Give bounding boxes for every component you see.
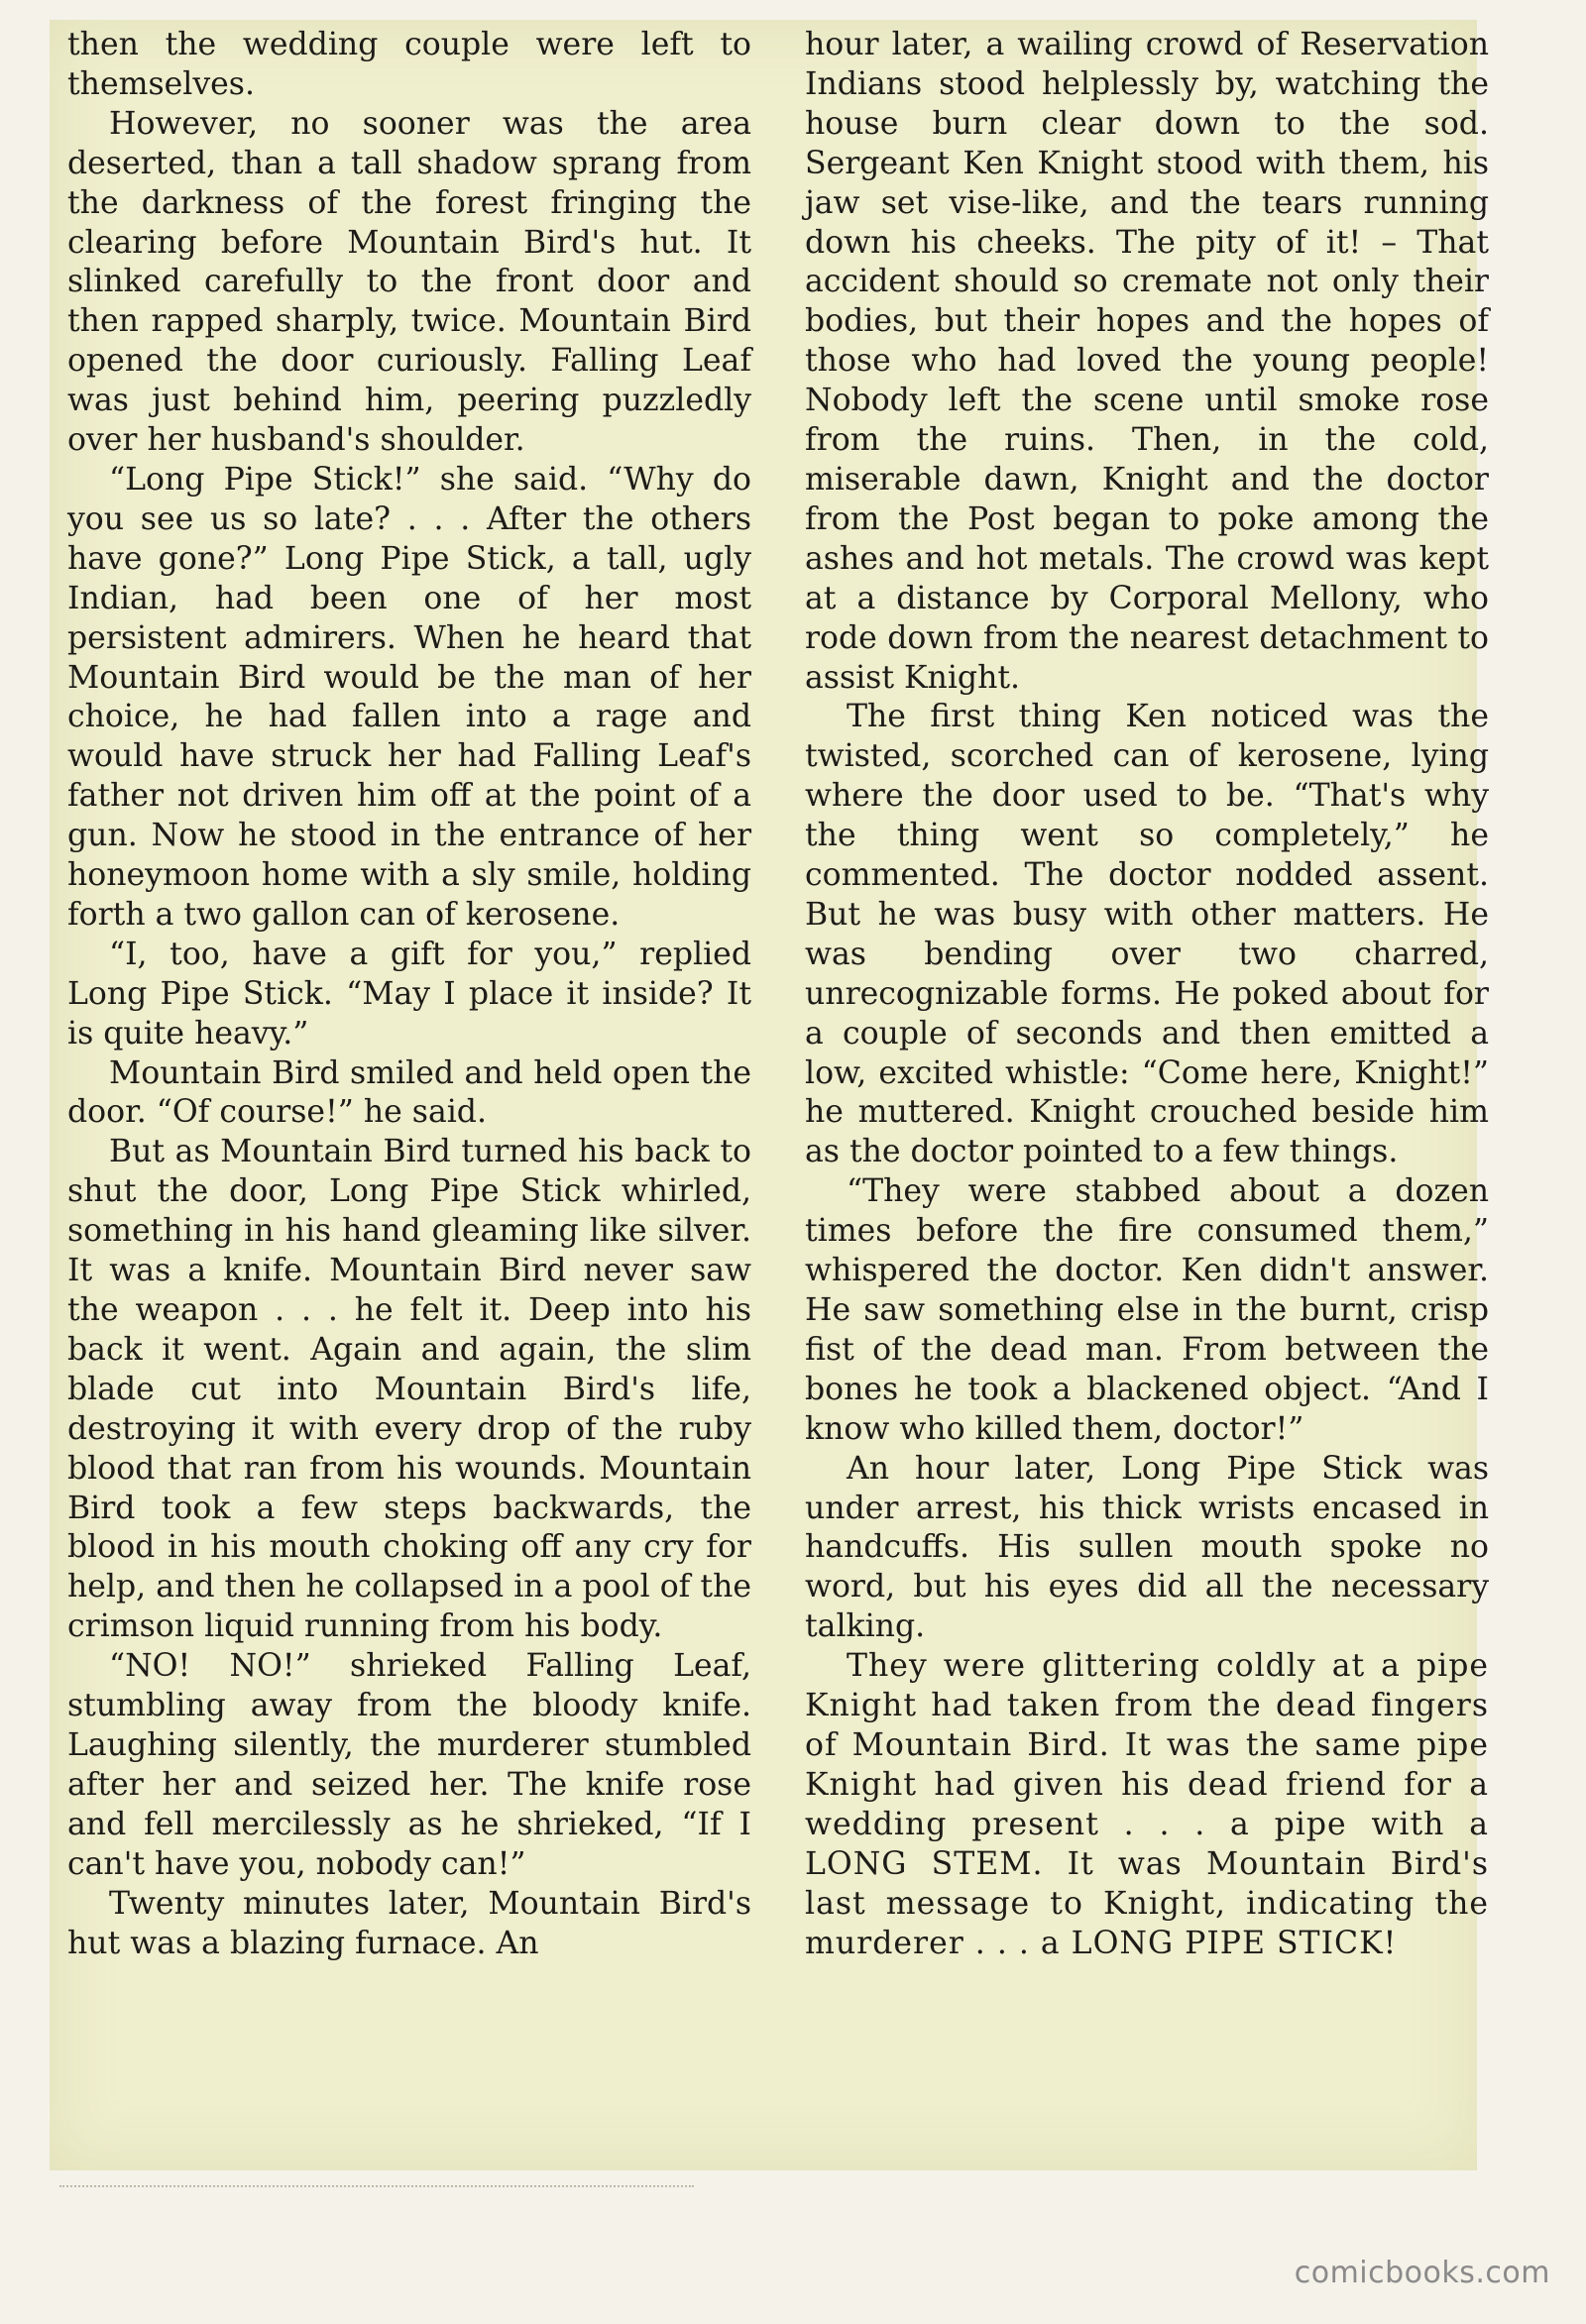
paragraph: “NO! NO!” shrieked Falling Leaf, stumbling away from the bloody knife. Laughing silently, the murderer stumbled after her and seized her. The knife rose and fell mercilessly as he shrieked, “If I can't have you, nobody can!” (67, 1648, 751, 1882)
story-column-right (805, 26, 1489, 1963)
paragraph: The first thing Ken noticed was the twisted, scorched can of kerosene, lying where the door used to be. “That's why the thing went so completely,” he commented. The doctor nodded assent. But he was busy with other matters. He was bending over two charred, unrecognizable forms. He poked about for a couple of seconds and then emitted a low, excited whistle: “Come here, Knight!” he muttered. Knight crouched beside him as the doctor pointed to a few things. (805, 699, 1489, 1170)
paragraph: An hour later, Long Pipe Stick was under arrest, his thick wrists encased in handcuffs. His sullen mouth spoke no word, but his eyes did all the necessary talking. (805, 1450, 1489, 1645)
paragraph: But as Mountain Bird turned his back to shut the door, Long Pipe Stick whirled, something in his hand gleaming like silver. It was a knife. Mountain Bird never saw the weapon . . . he felt it. Deep into his back it went. Again and again, the slim blade cut into Mountain Bird's life, destroying it with every drop of the ruby blood that ran from his wounds. Mountain Bird took a few steps backwards, the blood in his mouth choking off any cry for help, and then he collapsed in a pool of the crimson liquid running from his body. (67, 1134, 751, 1645)
paragraph: However, no sooner was the area deserted, than a tall shadow sprang from the darkness of the forest fringing the clearing before Mountain Bird's hut. It slinked carefully to the front door and then rapped sharply, twice. Mountain Bird opened the door curiously. Falling Leaf was just behind him, peering puzzledly over her husband's shoulder. (67, 105, 751, 459)
dotted-divider (59, 2185, 694, 2189)
paragraph: hour later, a wailing crowd of Reservation Indians stood helplessly by, watching the house burn clear down to the sod. Sergeant Ken Knight stood with them, his jaw set vise-like, and the tears running down his cheeks. The pity of it! – That accident should so cremate not only their bodies, but their hopes and the hopes of those who had loved the young people! Nobody left the scene until smoke rose from the ruins. Then, in the cold, miserable dawn, Knight and the doctor from the Post began to poke among the ashes and hot metals. The crowd was kept at a distance by Corporal Mellony, who rode down from the nearest detachment to assist Knight. (805, 27, 1489, 696)
paragraph: They were glittering coldly at a pipe Knight had taken from the dead fingers of Mountain Bird. It was the same pipe Knight had given his dead friend for a wedding present . . . a pipe with a LONG STEM. It was Mountain Bird's last message to Knight, indicating the murderer . . . a LONG PIPE STICK! (805, 1648, 1489, 1961)
watermark: comicbooks.com (1294, 2256, 1550, 2290)
paragraph: “They were stabbed about a dozen times before the fire consumed them,” whispered the doctor. Ken didn't answer. He saw something else in the burnt, crisp fist of the dead man. From between the bones he took a blackened object. “And I know who killed them, doctor!” (805, 1173, 1489, 1447)
story-column-left (67, 26, 751, 1963)
paragraph: “Long Pipe Stick!” she said. “Why do you see us so late? . . . After the others have gone?” Long Pipe Stick, a tall, ugly Indian, had been one of her most persistent admirers. When he heard that Mountain Bird would be the man of her choice, he had fallen into a rage and would have struck her had Falling Leaf's father not driven him off at the point of a gun. Now he stood in the entrance of her honeymoon home with a sly smile, holding forth a two gallon can of kerosene. (67, 461, 751, 933)
paragraph: Mountain Bird smiled and held open the door. “Of course!” he said. (67, 1054, 751, 1131)
paragraph: Twenty minutes later, Mountain Bird's hut was a blazing furnace. An (67, 1885, 751, 1961)
paragraph: “I, too, have a gift for you,” replied Long Pipe Stick. “May I place it inside? It is quite heavy.” (67, 936, 751, 1051)
paragraph: then the wedding couple were left to themselves. (67, 27, 751, 102)
